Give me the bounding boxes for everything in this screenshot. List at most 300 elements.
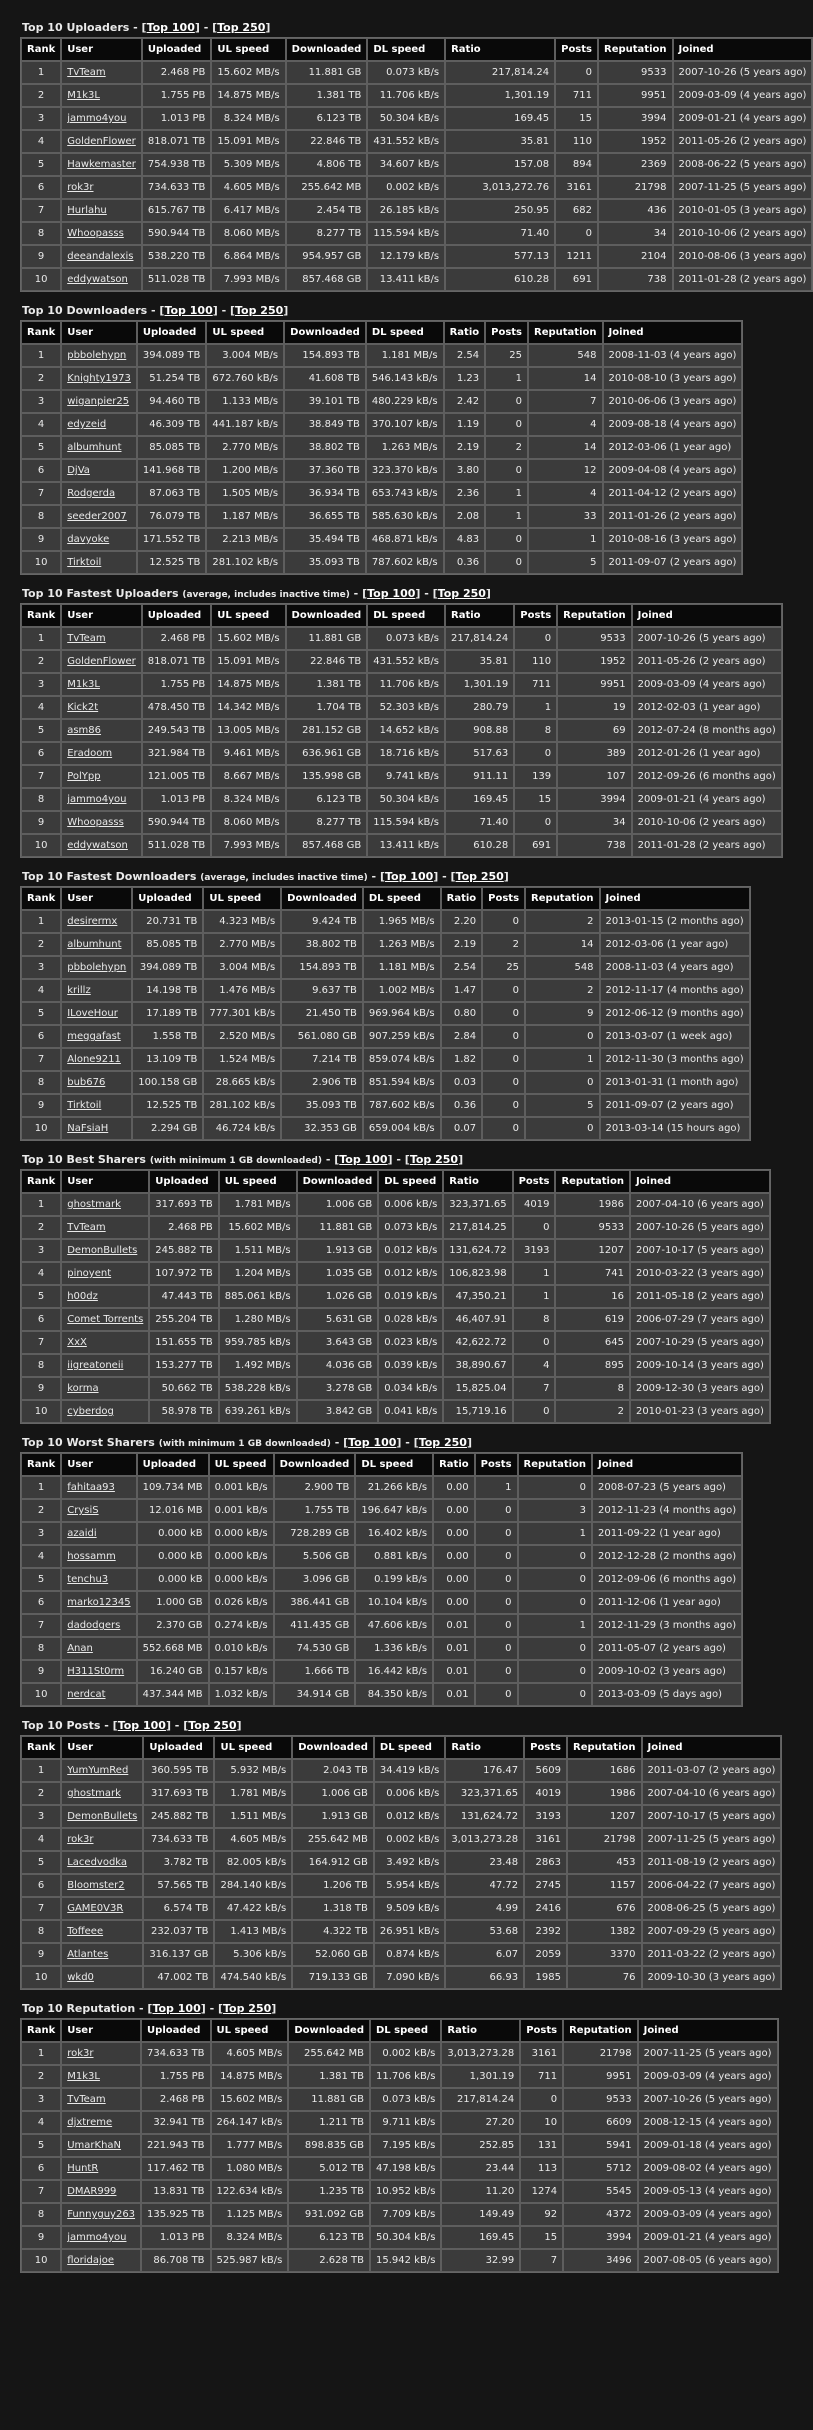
column-header-posts[interactable]: Posts (513, 1170, 556, 1193)
user-link[interactable]: TvTeam (61, 2088, 141, 2111)
uploaded-cell: 316.137 GB (143, 1943, 214, 1966)
user-link[interactable]: deeandalexis (61, 245, 142, 268)
ratio-cell: 3,013,272.76 (445, 176, 555, 199)
user-link[interactable]: Tirktoil (61, 1094, 132, 1117)
column-header-uploaded[interactable]: Uploaded (142, 38, 212, 61)
column-header-downloaded[interactable]: Downloaded (281, 887, 363, 910)
posts-cell: 1 (485, 482, 528, 505)
user-link[interactable]: albumhunt (61, 933, 132, 956)
column-header-downloaded[interactable]: Downloaded (288, 2019, 370, 2042)
column-header-ratio[interactable]: Ratio (441, 2019, 520, 2042)
user-link[interactable]: Hurlahu (61, 199, 142, 222)
top100-link[interactable]: Top 100 (164, 304, 213, 317)
uploaded-cell: 0.000 kB (137, 1545, 209, 1568)
downloaded-cell: 4.806 TB (286, 153, 368, 176)
uploaded-cell: 58.978 TB (149, 1400, 219, 1423)
column-header-reputation[interactable]: Reputation (567, 1736, 642, 1759)
top250-link[interactable]: Top 250 (418, 1436, 467, 1449)
rank-cell: 3 (21, 673, 61, 696)
column-header-reputation[interactable]: Reputation (598, 38, 673, 61)
column-header-posts[interactable]: Posts (524, 1736, 567, 1759)
downloaded-cell: 11.881 GB (286, 627, 368, 650)
section-title-top-fastest-downloaders: Top 10 Fastest Downloaders (average, includes inactive time) - [Top 100] - [Top 250] (22, 870, 509, 883)
ratio-cell: 42,622.72 (443, 1331, 512, 1354)
table-row (21, 153, 812, 176)
user-link[interactable]: Bloomster2 (61, 1874, 143, 1897)
user-link[interactable]: DjVa (61, 459, 137, 482)
column-header-rank[interactable]: Rank (21, 2019, 61, 2042)
column-header-downloaded[interactable]: Downloaded (286, 604, 368, 627)
user-link[interactable]: iigreatoneii (61, 1354, 149, 1377)
posts-cell: 2059 (524, 1943, 567, 1966)
user-link[interactable]: XxX (61, 1331, 149, 1354)
downloaded-cell: 1.381 TB (286, 84, 368, 107)
ul-speed-cell: 1.511 MB/s (219, 1239, 297, 1262)
rank-cell: 2 (21, 1216, 61, 1239)
user-link[interactable]: rok3r (61, 2042, 141, 2065)
user-link[interactable]: Eradoom (61, 742, 142, 765)
user-link[interactable]: jammo4you (61, 107, 142, 130)
top250-link[interactable]: Top 250 (455, 870, 504, 883)
user-link[interactable]: h00dz (61, 1285, 149, 1308)
table-row (21, 1094, 750, 1117)
user-link[interactable]: wiganpier25 (61, 390, 137, 413)
reputation-cell: 3994 (557, 788, 632, 811)
column-header-ul-speed[interactable]: UL speed (219, 1170, 297, 1193)
dl-speed-cell: 9.509 kB/s (374, 1897, 445, 1920)
downloaded-cell: 2.628 TB (288, 2249, 370, 2272)
column-header-joined[interactable]: Joined (632, 604, 782, 627)
column-header-reputation[interactable]: Reputation (518, 1453, 593, 1476)
table-row (21, 1805, 781, 1828)
column-header-joined[interactable]: Joined (603, 321, 743, 344)
user-link[interactable]: ghostmark (61, 1193, 149, 1216)
column-header-downloaded[interactable]: Downloaded (297, 1170, 379, 1193)
user-link[interactable]: desirermx (61, 910, 132, 933)
column-header-joined[interactable]: Joined (600, 887, 750, 910)
column-header-dl-speed[interactable]: DL speed (374, 1736, 445, 1759)
ratio-cell: 0.00 (433, 1476, 475, 1499)
column-header-ul-speed[interactable]: UL speed (214, 1736, 292, 1759)
column-header-dl-speed[interactable]: DL speed (367, 604, 445, 627)
column-header-rank[interactable]: Rank (21, 1453, 61, 1476)
dl-speed-cell: 787.602 kB/s (366, 551, 444, 574)
table-row (21, 2088, 778, 2111)
ratio-cell: 0.01 (433, 1637, 475, 1660)
user-link[interactable]: Knighty1973 (61, 367, 137, 390)
user-link[interactable]: dadodgers (61, 1614, 136, 1637)
user-link[interactable]: eddywatson (61, 834, 142, 857)
user-link[interactable]: Alone9211 (61, 1048, 132, 1071)
user-link[interactable]: davyoke (61, 528, 137, 551)
user-link[interactable]: YumYumRed (61, 1759, 143, 1782)
table-row (21, 2203, 778, 2226)
reputation-cell: 5941 (563, 2134, 638, 2157)
user-link[interactable]: cyberdog (61, 1400, 149, 1423)
dl-speed-cell: 12.179 kB/s (367, 245, 445, 268)
column-header-reputation[interactable]: Reputation (563, 2019, 638, 2042)
table-row (21, 956, 750, 979)
column-header-posts[interactable]: Posts (520, 2019, 563, 2042)
user-link[interactable]: jammo4you (61, 788, 142, 811)
column-header-downloaded[interactable]: Downloaded (274, 1453, 356, 1476)
rank-cell: 6 (21, 1874, 61, 1897)
ratio-cell: 2.54 (441, 956, 483, 979)
posts-cell: 0 (482, 1002, 525, 1025)
reputation-cell: 1157 (567, 1874, 642, 1897)
column-header-downloaded[interactable]: Downloaded (286, 38, 368, 61)
column-header-posts[interactable]: Posts (555, 38, 598, 61)
user-link[interactable]: Comet Torrents (61, 1308, 149, 1331)
top250-link[interactable]: Top 250 (188, 1719, 237, 1732)
table-row (21, 1522, 742, 1545)
uploaded-cell: 818.071 TB (142, 650, 212, 673)
uploaded-cell: 1.013 PB (142, 788, 212, 811)
column-header-ul-speed[interactable]: UL speed (211, 604, 285, 627)
posts-cell: 0 (482, 910, 525, 933)
user-link[interactable]: PolYpp (61, 765, 142, 788)
user-link[interactable]: ILoveHour (61, 1002, 132, 1025)
posts-cell: 1985 (524, 1966, 567, 1989)
user-link[interactable]: asm86 (61, 719, 142, 742)
column-header-joined[interactable]: Joined (592, 1453, 742, 1476)
posts-cell: 2863 (524, 1851, 567, 1874)
reputation-cell: 895 (555, 1354, 630, 1377)
column-header-user[interactable]: User (61, 1170, 149, 1193)
column-header-uploaded[interactable]: Uploaded (132, 887, 203, 910)
ul-speed-cell: 7.993 MB/s (211, 834, 285, 857)
column-header-joined[interactable]: Joined (673, 38, 813, 61)
user-link[interactable]: Toffeee (61, 1920, 143, 1943)
user-link[interactable]: seeder2007 (61, 505, 137, 528)
ul-speed-cell: 8.060 MB/s (211, 222, 285, 245)
column-header-ul-speed[interactable]: UL speed (211, 38, 285, 61)
downloaded-cell: 38.849 TB (284, 413, 366, 436)
stats-table-top-fastest-downloaders (20, 886, 751, 1141)
column-header-dl-speed[interactable]: DL speed (363, 887, 441, 910)
user-link[interactable]: Tirktoil (61, 551, 137, 574)
column-header-uploaded[interactable]: Uploaded (141, 2019, 211, 2042)
column-header-dl-speed[interactable]: DL speed (370, 2019, 441, 2042)
ratio-cell: 157.08 (445, 153, 555, 176)
column-header-ratio[interactable]: Ratio (445, 1736, 524, 1759)
user-link[interactable]: GAME0V3R (61, 1897, 143, 1920)
user-link[interactable]: CrysiS (61, 1499, 136, 1522)
ratio-cell: 1.23 (444, 367, 486, 390)
column-header-ul-speed[interactable]: UL speed (203, 887, 281, 910)
ratio-cell: 217,814.24 (445, 61, 555, 84)
reputation-cell: 34 (557, 811, 632, 834)
user-link[interactable]: M1k3L (61, 84, 142, 107)
ratio-cell: 1.47 (441, 979, 483, 1002)
downloaded-cell: 8.277 TB (286, 811, 368, 834)
column-header-dl-speed[interactable]: DL speed (355, 1453, 433, 1476)
column-header-reputation[interactable]: Reputation (528, 321, 603, 344)
user-link[interactable]: Whoopasss (61, 811, 142, 834)
user-link[interactable]: ghostmark (61, 1782, 143, 1805)
dl-speed-cell: 1.263 MB/s (363, 933, 441, 956)
table-row (21, 459, 742, 482)
user-link[interactable]: rok3r (61, 1828, 143, 1851)
user-link[interactable]: jammo4you (61, 2226, 141, 2249)
column-header-posts[interactable]: Posts (482, 887, 525, 910)
user-link[interactable]: DemonBullets (61, 1805, 143, 1828)
user-link[interactable]: Rodgerda (61, 482, 137, 505)
uploaded-cell: 109.734 MB (137, 1476, 209, 1499)
uploaded-cell: 76.079 TB (137, 505, 207, 528)
user-link[interactable]: Lacedvodka (61, 1851, 143, 1874)
user-link[interactable]: NaFsiaH (61, 1117, 132, 1140)
joined-cell: 2007-11-25 (5 years ago) (673, 176, 813, 199)
table-row (21, 696, 782, 719)
user-link[interactable]: korma (61, 1377, 149, 1400)
joined-cell: 2013-03-14 (15 hours ago) (600, 1117, 750, 1140)
user-link[interactable]: fahitaa93 (61, 1476, 136, 1499)
ratio-cell: 0.07 (441, 1117, 483, 1140)
user-link[interactable]: nerdcat (61, 1683, 136, 1706)
user-link[interactable]: bub676 (61, 1071, 132, 1094)
column-header-uploaded[interactable]: Uploaded (137, 1453, 209, 1476)
column-header-joined[interactable]: Joined (638, 2019, 778, 2042)
downloaded-cell: 2.043 TB (292, 1759, 374, 1782)
column-header-downloaded[interactable]: Downloaded (284, 321, 366, 344)
user-link[interactable]: floridajoe (61, 2249, 141, 2272)
user-link[interactable]: Anan (61, 1637, 136, 1660)
column-header-downloaded[interactable]: Downloaded (292, 1736, 374, 1759)
column-header-ul-speed[interactable]: UL speed (211, 2019, 289, 2042)
column-header-user[interactable]: User (61, 321, 137, 344)
top100-link[interactable]: Top 100 (146, 21, 195, 34)
posts-cell: 0 (475, 1522, 518, 1545)
column-header-rank[interactable]: Rank (21, 321, 61, 344)
user-link[interactable]: edyzeid (61, 413, 137, 436)
table-row (21, 268, 812, 291)
reputation-cell: 21798 (598, 176, 673, 199)
column-header-joined[interactable]: Joined (642, 1736, 782, 1759)
column-header-dl-speed[interactable]: DL speed (378, 1170, 443, 1193)
posts-cell: 7 (520, 2249, 563, 2272)
joined-cell: 2011-01-28 (2 years ago) (673, 268, 813, 291)
user-link[interactable]: H311St0rm (61, 1660, 136, 1683)
dl-speed-cell: 546.143 kB/s (366, 367, 444, 390)
column-header-user[interactable]: User (61, 887, 132, 910)
downloaded-cell: 11.881 GB (297, 1216, 379, 1239)
uploaded-cell: 1.755 PB (142, 673, 212, 696)
top100-link[interactable]: Top 100 (152, 2002, 201, 2015)
top250-link[interactable]: Top 250 (223, 2002, 272, 2015)
rank-cell: 3 (21, 1239, 61, 1262)
dl-speed-cell: 851.594 kB/s (363, 1071, 441, 1094)
table-row (21, 765, 782, 788)
user-link[interactable]: hossamm (61, 1545, 136, 1568)
ratio-cell: 252.85 (441, 2134, 520, 2157)
user-link[interactable]: Hawkemaster (61, 153, 142, 176)
column-header-rank[interactable]: Rank (21, 1170, 61, 1193)
dl-speed-cell: 907.259 kB/s (363, 1025, 441, 1048)
reputation-cell: 4 (528, 482, 603, 505)
column-header-user[interactable]: User (61, 38, 142, 61)
reputation-cell: 738 (557, 834, 632, 857)
posts-cell: 0 (485, 551, 528, 574)
ul-speed-cell: 8.060 MB/s (211, 811, 285, 834)
posts-cell: 0 (513, 1400, 556, 1423)
table-row (21, 2180, 778, 2203)
column-header-reputation[interactable]: Reputation (525, 887, 600, 910)
ul-speed-cell: 1.492 MB/s (219, 1354, 297, 1377)
table-row (21, 1782, 781, 1805)
user-link[interactable]: pbbolehypn (61, 956, 132, 979)
ratio-cell: 0.00 (433, 1568, 475, 1591)
user-link[interactable]: Atlantes (61, 1943, 143, 1966)
uploaded-cell: 46.309 TB (137, 413, 207, 436)
user-link[interactable]: TvTeam (61, 1216, 149, 1239)
column-header-uploaded[interactable]: Uploaded (142, 604, 212, 627)
reputation-cell: 33 (528, 505, 603, 528)
column-header-uploaded[interactable]: Uploaded (149, 1170, 219, 1193)
top100-link[interactable]: Top 100 (117, 1719, 166, 1732)
column-header-posts[interactable]: Posts (514, 604, 557, 627)
column-header-ratio[interactable]: Ratio (445, 604, 514, 627)
user-link[interactable]: eddywatson (61, 268, 142, 291)
column-header-uploaded[interactable]: Uploaded (137, 321, 207, 344)
ratio-cell: 35.81 (445, 650, 514, 673)
dl-speed-cell: 13.411 kB/s (367, 834, 445, 857)
ratio-cell: 47.72 (445, 1874, 524, 1897)
column-header-rank[interactable]: Rank (21, 604, 61, 627)
user-link[interactable]: TvTeam (61, 61, 142, 84)
table-row (21, 2157, 778, 2180)
column-header-dl-speed[interactable]: DL speed (367, 38, 445, 61)
column-header-ratio[interactable]: Ratio (441, 887, 483, 910)
rank-cell: 7 (21, 482, 61, 505)
dl-speed-cell: 9.741 kB/s (367, 765, 445, 788)
user-link[interactable]: HuntR (61, 2157, 141, 2180)
dl-speed-cell: 7.090 kB/s (374, 1966, 445, 1989)
reputation-cell: 7 (528, 390, 603, 413)
posts-cell: 3193 (513, 1239, 556, 1262)
ul-speed-cell: 0.001 kB/s (209, 1476, 274, 1499)
user-link[interactable]: krillz (61, 979, 132, 1002)
top100-link[interactable]: Top 100 (384, 870, 434, 883)
user-link[interactable]: azaidi (61, 1522, 136, 1545)
column-header-ratio[interactable]: Ratio (444, 321, 486, 344)
user-link[interactable]: wkd0 (61, 1966, 143, 1989)
column-header-user[interactable]: User (61, 604, 142, 627)
posts-cell: 15 (555, 107, 598, 130)
column-header-posts[interactable]: Posts (475, 1453, 518, 1476)
joined-cell: 2008-11-03 (4 years ago) (603, 344, 743, 367)
column-header-ratio[interactable]: Ratio (433, 1453, 475, 1476)
user-link[interactable]: GoldenFlower (61, 650, 142, 673)
ul-speed-cell: 15.602 MB/s (211, 627, 285, 650)
reputation-cell: 389 (557, 742, 632, 765)
top250-link[interactable]: Top 250 (235, 304, 284, 317)
downloaded-cell: 857.468 GB (286, 268, 368, 291)
column-header-uploaded[interactable]: Uploaded (143, 1736, 214, 1759)
top250-link[interactable]: Top 250 (437, 587, 486, 600)
column-header-ul-speed[interactable]: UL speed (206, 321, 284, 344)
user-link[interactable]: djxtreme (61, 2111, 141, 2134)
column-header-user[interactable]: User (61, 2019, 141, 2042)
top250-link[interactable]: Top 250 (409, 1153, 459, 1166)
joined-cell: 2012-01-26 (1 year ago) (632, 742, 782, 765)
table-row (21, 107, 812, 130)
top100-link[interactable]: Top 100 (367, 587, 416, 600)
user-link[interactable]: rok3r (61, 176, 142, 199)
posts-cell: 139 (514, 765, 557, 788)
user-link[interactable]: DemonBullets (61, 1239, 149, 1262)
rank-cell: 6 (21, 176, 61, 199)
top100-link[interactable]: Top 100 (348, 1436, 397, 1449)
rank-cell: 10 (21, 268, 61, 291)
rank-cell: 5 (21, 2134, 61, 2157)
column-header-ul-speed[interactable]: UL speed (209, 1453, 274, 1476)
table-row (21, 2111, 778, 2134)
column-header-reputation[interactable]: Reputation (557, 604, 632, 627)
column-header-ratio[interactable]: Ratio (443, 1170, 512, 1193)
column-header-rank[interactable]: Rank (21, 887, 61, 910)
user-link[interactable]: DMAR999 (61, 2180, 141, 2203)
user-link[interactable]: M1k3L (61, 673, 142, 696)
column-header-ratio[interactable]: Ratio (445, 38, 555, 61)
user-link[interactable]: TvTeam (61, 627, 142, 650)
reputation-cell: 19 (557, 696, 632, 719)
column-header-reputation[interactable]: Reputation (555, 1170, 630, 1193)
downloaded-cell: 7.214 TB (281, 1048, 363, 1071)
section-title-top-posts: Top 10 Posts - [Top 100] - [Top 250] (22, 1719, 242, 1732)
downloaded-cell: 9.637 TB (281, 979, 363, 1002)
user-link[interactable]: Whoopasss (61, 222, 142, 245)
user-link[interactable]: UmarKhaN (61, 2134, 141, 2157)
downloaded-cell: 36.655 TB (284, 505, 366, 528)
user-link[interactable]: albumhunt (61, 436, 137, 459)
table-header-row (21, 1453, 742, 1476)
user-link[interactable]: tenchu3 (61, 1568, 136, 1591)
table-header-row (21, 321, 742, 344)
user-link[interactable]: meggafast (61, 1025, 132, 1048)
column-header-user[interactable]: User (61, 1453, 136, 1476)
user-link[interactable]: pbbolehypn (61, 344, 137, 367)
posts-cell: 113 (520, 2157, 563, 2180)
user-link[interactable]: Kick2t (61, 696, 142, 719)
user-link[interactable]: M1k3L (61, 2065, 141, 2088)
column-header-rank[interactable]: Rank (21, 38, 61, 61)
column-header-joined[interactable]: Joined (630, 1170, 770, 1193)
table-row (21, 176, 812, 199)
user-link[interactable]: Funnyguy263 (61, 2203, 141, 2226)
ul-speed-cell: 8.324 MB/s (211, 107, 285, 130)
column-header-dl-speed[interactable]: DL speed (366, 321, 444, 344)
posts-cell: 3161 (524, 1828, 567, 1851)
top250-link[interactable]: Top 250 (217, 21, 266, 34)
ul-speed-cell: 639.261 kB/s (219, 1400, 297, 1423)
column-header-posts[interactable]: Posts (485, 321, 528, 344)
rank-cell: 6 (21, 1591, 61, 1614)
column-header-rank[interactable]: Rank (21, 1736, 61, 1759)
posts-cell: 3193 (524, 1805, 567, 1828)
ul-speed-cell: 122.634 kB/s (211, 2180, 289, 2203)
user-link[interactable]: pinoyent (61, 1262, 149, 1285)
table-row (21, 245, 812, 268)
user-link[interactable]: GoldenFlower (61, 130, 142, 153)
rank-cell: 6 (21, 1025, 61, 1048)
downloaded-cell: 954.957 GB (286, 245, 368, 268)
top100-link[interactable]: Top 100 (339, 1153, 388, 1166)
user-link[interactable]: marko12345 (61, 1591, 136, 1614)
reputation-cell: 2 (525, 910, 600, 933)
column-header-user[interactable]: User (61, 1736, 143, 1759)
reputation-cell: 9951 (598, 84, 673, 107)
